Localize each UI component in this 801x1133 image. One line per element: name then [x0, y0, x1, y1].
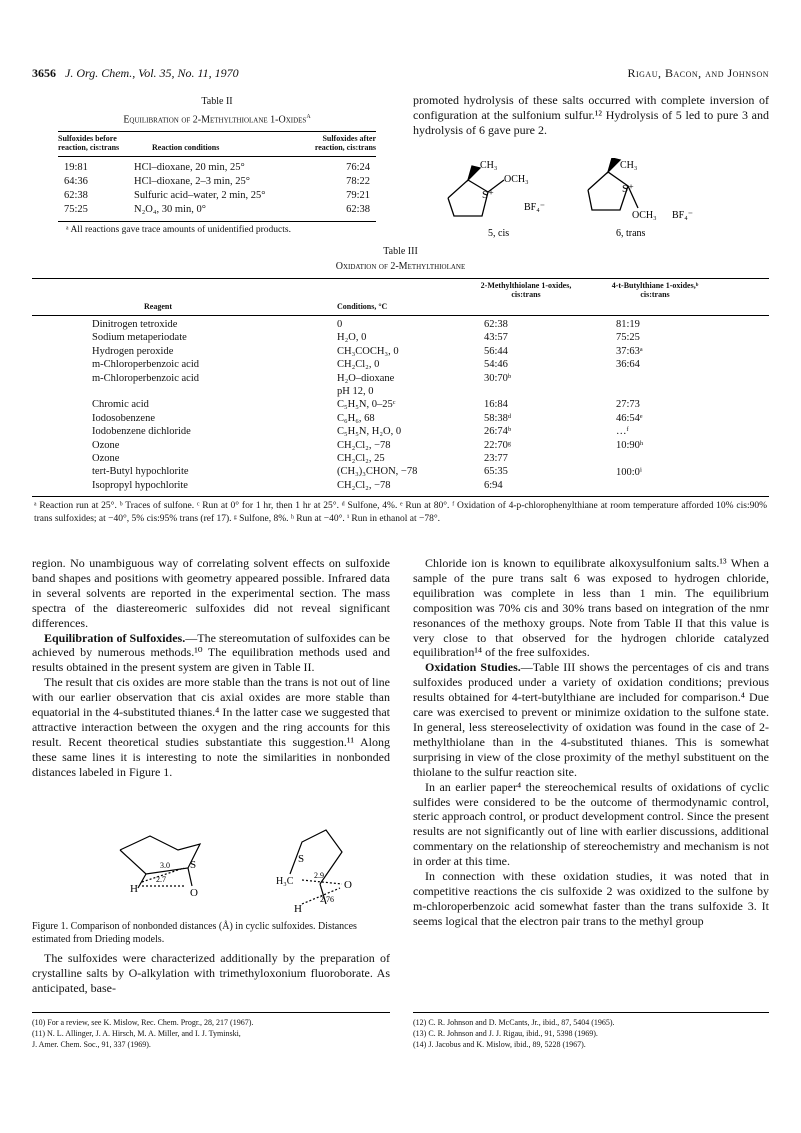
- left-para-4: The sulfoxides were characterized additionally by the preparation of crystalline salts by O-alkylation with trimethyloxonium fluoroborate. As anticipated, base-: [32, 951, 390, 995]
- table-2-cell: 62:38: [346, 204, 370, 216]
- table-3-cell: Chromic acid: [92, 399, 149, 411]
- table-3-col-thiolane: 2-Methylthiolane 1-oxides, cis:trans: [480, 281, 572, 299]
- table-3-cell: 43:57: [484, 332, 508, 344]
- right-para-4: In connection with these oxidation studies, it was noted that in competitive reactions the cis sulfoxide 2 was oxidized to the sulfone by m-chloroperbenzoic acid somewhat faster than the trans sulfoxide 3. It seems logical that the electron pair trans to the methyl group: [413, 869, 769, 928]
- s5-label: 5, cis: [488, 228, 510, 238]
- table-3-row: [32, 480, 769, 493]
- table-2-caption-text: Equilibration of 2-Methylthiolane 1-Oxides: [123, 114, 307, 126]
- table-3-cell: Sodium metaperiodate: [92, 332, 187, 344]
- table-2-cell: 76:24: [346, 162, 370, 174]
- table-2-cell: 64:36: [64, 176, 88, 188]
- table-3-cell: Dinitrogen tetroxide: [92, 319, 178, 330]
- left-para-2-text: —The stereomutation of sulfoxides can be achieved by numerous methods.¹⁰ The equilibration methods used and results obtained in the present system are given in Table II.: [32, 630, 390, 675]
- fig-d-30: 3.0: [160, 861, 170, 870]
- left-column-lower-text: [32, 951, 390, 996]
- table-2-cell: N₂O₄, 30 min, 0°: [134, 204, 206, 216]
- table-3-cell: H₂O–dioxane: [337, 372, 395, 384]
- table-3-cell: 16:84: [484, 399, 508, 411]
- table-3-cell: 10:90ʰ: [616, 439, 644, 451]
- table-3-header: [32, 278, 769, 316]
- s5-counterion: BF₄⁻: [524, 202, 545, 213]
- table-3-cell: 30:70ᵇ: [484, 372, 512, 384]
- table-3-cell: …ᶠ: [616, 426, 629, 438]
- table-2-caption: [58, 111, 376, 125]
- fig-h3c: H₃C: [276, 876, 294, 887]
- table-2-cell: HCl–dioxane, 20 min, 25°: [134, 162, 245, 174]
- table-3-cell: C₆H₆, 68: [337, 412, 375, 424]
- fig-h-2: H: [294, 903, 302, 915]
- fig-s-2: S: [298, 853, 305, 865]
- s5-sulfur: S⁺: [482, 189, 494, 201]
- table-3-cell: 75:25: [616, 332, 640, 344]
- figure-1-caption: Figure 1. Comparison of nonbonded distances (Å) in cyclic sulfoxides. Distances estimated from Drieding models.: [32, 921, 357, 945]
- figure-1: [80, 824, 380, 916]
- table-3-cell: 0: [337, 319, 343, 330]
- table-3-cell: 6:94: [484, 479, 503, 491]
- table-3-cell: Hydrogen peroxide: [92, 345, 174, 357]
- footnotes-right: [413, 1012, 769, 1050]
- table-2-cell: 79:21: [346, 190, 370, 202]
- table-3-end-rule: [32, 496, 769, 497]
- table-3-row: [32, 386, 769, 399]
- table-2: [58, 96, 376, 235]
- fig-d-29: 2.9: [314, 871, 324, 880]
- table-3-cell: CH₂Cl₂, −78: [337, 479, 391, 491]
- table-3-cell: 62:38: [484, 319, 508, 330]
- table-2-cell: Sulfuric acid–water, 2 min, 25°: [134, 190, 266, 202]
- table-3-row: [32, 359, 769, 372]
- table-2-cell: 78:22: [346, 176, 370, 188]
- table-3-cell: 58:38ᵈ: [484, 412, 512, 424]
- figure-1-drawing: [80, 824, 380, 916]
- table-3-row: [32, 319, 769, 332]
- table-3-row: [32, 346, 769, 359]
- table-3-row: [32, 373, 769, 386]
- table-2-caption-sup: a: [306, 111, 311, 120]
- table-3-cell: 23:77: [484, 452, 508, 464]
- table-2-cell: 62:38: [64, 190, 88, 202]
- table-3-cell: Ozone: [92, 439, 120, 451]
- left-para-3: The result that cis oxides are more stable than the trans is not out of line with our earlier observation that cis axial oxides are more stable than equatorial in the 4-substituted thianes.⁴ In the latter case we suggested that attractive interaction between the oxygen and the ring accounts for this result. Recent theoretical studies substantiate this suggestion.¹¹ Along these same lines it is interesting to note the similarities in nonbonded distances labeled in Figure 1.: [32, 675, 390, 779]
- table-3-cell: C₅H₅N, 0–25ᶜ: [337, 399, 396, 411]
- table-2-row: [58, 203, 376, 217]
- table-3-title: Table III: [383, 246, 418, 257]
- table-3-row: [32, 332, 769, 345]
- right-para-2: [413, 660, 769, 779]
- table-3-cell: 36:64: [616, 359, 640, 371]
- table-2-end-rule: [58, 221, 376, 222]
- wedge-5: [468, 166, 480, 180]
- table-2-col1: Sulfoxides before reaction, cis:trans: [58, 134, 120, 153]
- table-2-footnote: ᵃ All reactions gave trace amounts of unidentified products.: [66, 224, 291, 235]
- table-3-cell: 37:63ᵃ: [616, 345, 643, 357]
- table-3-cell: CH₃COCH₃, 0: [337, 345, 399, 357]
- fig-h-1: H: [130, 883, 138, 895]
- footnote-10: (10) For a review, see K. Mislow, Rec. Chem. Progr., 28, 217 (1967).: [32, 1018, 254, 1027]
- table-2-row: [58, 161, 376, 175]
- s6-label: 6, trans: [616, 228, 646, 238]
- fig-o-2: O: [344, 879, 352, 891]
- table-3-cell: m-Chloroperbenzoic acid: [92, 372, 199, 384]
- footnote-11: (11) N. L. Allinger, J. A. Hirsch, M. A. Miller, and I. J. Tyminski,: [32, 1029, 241, 1038]
- s5-methoxy: OCH₃: [504, 174, 529, 185]
- footnote-14: (14) J. Jacobus and K. Mislow, ibid., 89, 5228 (1967).: [413, 1040, 586, 1049]
- running-header: [32, 66, 769, 86]
- table-3-cell: 81:19: [616, 319, 640, 330]
- s6-methoxy: OCH₃: [632, 210, 657, 221]
- left-para-1: region. No unambiguous way of correlating solvent effects on sulfoxide band shapes and positions with geometry appeared possible. Infrared data in several solvents are reported in the experimental section. The mass spectra of the diastereomeric sulfoxides did not reveal significant differences.: [32, 556, 390, 630]
- table-3-cell: 46:54ᵉ: [616, 412, 643, 424]
- structures-5-6: [420, 158, 780, 238]
- table-2-col2: Reaction conditions: [152, 143, 220, 153]
- page-number: 3656: [32, 66, 56, 80]
- right-para-3: In an earlier paper⁴ the stereochemical results of oxidations of cyclic sulfides were considered to be the outcome of thermodynamic control, steric approach control, or product development control. Since the present results are not significantly out of line with earlier discussions, additional commentary on the relationship of stereochemistry and mechanism is not in order at this time.: [413, 779, 769, 869]
- s6-sulfur: S⁺: [622, 183, 634, 195]
- table-3-caption: Oxidation of 2-Methylthiolane: [335, 261, 466, 272]
- fig-d-27: 2.7: [156, 875, 166, 884]
- table-3-cell: tert-Butyl hypochlorite: [92, 466, 189, 478]
- fig-s-1: S: [190, 859, 197, 871]
- footnotes-left: [32, 1012, 390, 1050]
- table-2-body: [58, 161, 376, 217]
- running-authors: Rigau, Bacon, and Johnson: [627, 66, 769, 80]
- table-2-cell: 75:25: [64, 204, 88, 216]
- sulfonium-salt-structures: [420, 158, 780, 238]
- left-column-text: [32, 556, 390, 780]
- table-3-cell: C₅H₅N, H₂O, 0: [337, 426, 402, 438]
- table-2-header: [58, 131, 376, 157]
- s5-methyl: CH₃: [480, 160, 498, 171]
- table-3-cell: Isopropyl hypochlorite: [92, 479, 188, 491]
- table-3-col-reagent: Reagent: [144, 302, 172, 312]
- table-3-row: [32, 399, 769, 412]
- table-3-body: [32, 319, 769, 493]
- table-2-row: [58, 189, 376, 203]
- fig-d-276: 2.76: [320, 895, 334, 904]
- fig-o-1: O: [190, 887, 198, 899]
- left-para-2: [32, 631, 390, 676]
- table-3-cell: CH₂Cl₂, 25: [337, 452, 385, 464]
- table-2-col3: Sulfoxides after reaction, cis:trans: [314, 134, 376, 153]
- table-3-cell: H₂O, 0: [337, 332, 367, 344]
- table-3-footnote: ᵃ Reaction run at 25°. ᵇ Traces of sulfone. ᶜ Run at 0° for 1 hr, then 1 hr at 25°. ᵈ Sulfone, 4%. ᵉ Run at 80°. ᶠ Oxidation of 4-p-chlorophenylthiane at room temperature afforded 10% cis:90% trans sulfoxides; at −40°, 5% cis:95% trans (ref 17). ᵍ Sulfone, 8%. ʰ Run at −40°. ⁱ Run in ethanol at −78°.: [34, 501, 767, 524]
- table-2-title: Table II: [201, 96, 233, 107]
- table-3-cell: CH₂Cl₂, −78: [337, 439, 391, 451]
- table-3-cell: Iodosobenzene: [92, 412, 155, 424]
- heading-oxidation: Oxidation Studies.: [425, 660, 521, 675]
- table-2-cell: 19:81: [64, 162, 88, 174]
- table-3-cell: m-Chloroperbenzoic acid: [92, 359, 199, 371]
- table-3-cell: Ozone: [92, 452, 120, 464]
- journal-citation: J. Org. Chem., Vol. 35, No. 11, 1970: [65, 66, 239, 80]
- table-2-cell: HCl–dioxane, 2–3 min, 25°: [134, 176, 250, 188]
- table-3-cell: Iodobenzene dichloride: [92, 426, 191, 438]
- heading-equilibration: Equilibration of Sulfoxides.: [44, 630, 186, 645]
- table-3-row: [32, 413, 769, 426]
- footnote-12: (12) C. R. Johnson and D. McCants, Jr., ibid., 87, 5404 (1965).: [413, 1018, 615, 1027]
- table-3-cell: 26:74ᵇ: [484, 426, 512, 438]
- table-3: [32, 246, 769, 525]
- table-3-cell: pH 12, 0: [337, 385, 374, 397]
- table-3-cell: 54:46: [484, 359, 508, 371]
- table-3-cell: 65:35: [484, 466, 508, 478]
- right-top-paragraph: promoted hydrolysis of these salts occurred with complete inversion of configuration at the sulfonium sulfur.¹² Hydrolysis of 5 led to pure 3 and hydrolysis of 6 gave pure 2.: [413, 93, 769, 137]
- footnote-13: (13) C. R. Johnson and J. J. Rigau, ibid., 91, 5398 (1969).: [413, 1029, 598, 1038]
- table-3-row: [32, 426, 769, 439]
- table-3-cell: 56:44: [484, 345, 508, 357]
- table-2-row: [58, 175, 376, 189]
- s6-methyl: CH₃: [620, 160, 638, 171]
- table-3-row: [32, 453, 769, 466]
- s6-counterion: BF₄⁻: [672, 210, 693, 221]
- right-para-1: Chloride ion is known to equilibrate alkoxysulfonium salts.¹³ When a sample of the pure trans salt 6 was exposed to hydrogen chloride, equilibration was complete in less than 1 min. The equilibrium composition was 70% cis and 30% trans based on integration of the nmr resonances of the methoxy groups. Note from Table II that this value is very close to that observed for the hydrogen chloride catalyzed equilibration¹⁴ of the free sulfoxides.: [413, 556, 769, 660]
- table-3-col-conditions: Conditions, °C: [337, 302, 388, 312]
- table-3-cell: 22:70ᵍ: [484, 439, 512, 451]
- table-3-row: [32, 440, 769, 453]
- wedge-6: [608, 158, 620, 172]
- right-column-text: [413, 556, 769, 929]
- table-3-row: [32, 466, 769, 479]
- table-3-cell: 100:0ⁱ: [616, 467, 643, 479]
- footnote-11-cont: J. Amer. Chem. Soc., 91, 337 (1969).: [32, 1040, 151, 1049]
- table-3-col-thiane: 4-t-Butylthiane 1-oxides,ᵇ cis:trans: [611, 281, 699, 299]
- table-3-cell: (CH₃)₃CHON, −78: [337, 466, 418, 478]
- table-3-cell: 27:73: [616, 399, 640, 411]
- table-3-cell: CH₂Cl₂, 0: [337, 359, 380, 371]
- right-para-2-text: —Table III shows the percentages of cis and trans sulfoxides produced under a variety of oxidation conditions; previous results obtained for 4-tert-butylthiane are included for comparison.⁴ Due care was exercised to prevent or minimize oxidation to the sulfone state. In general, less stereoselectivity of oxidation was found in the case of 2-methylthiolane than in the 4-substituted thianes. This is somewhat surprising in view of the close proximity of the methyl substituent on the thiolane to the sulfur reaction site.: [413, 660, 769, 779]
